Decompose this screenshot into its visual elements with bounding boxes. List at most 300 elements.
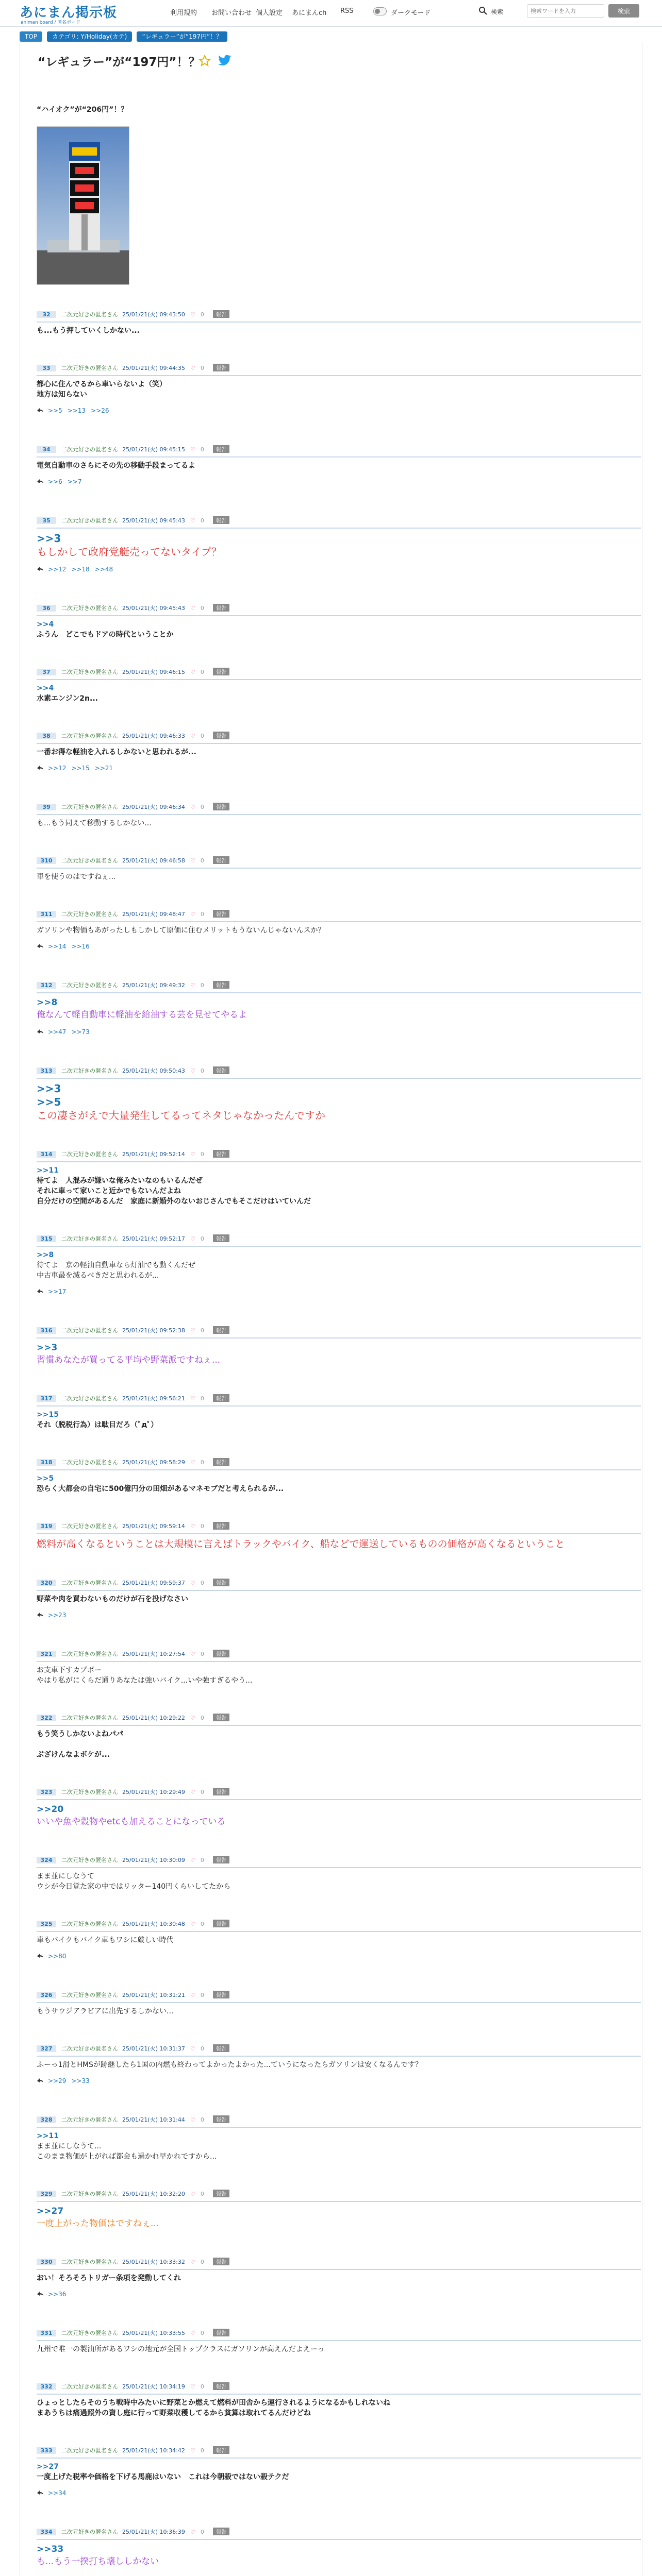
- heart-icon[interactable]: ♡: [190, 1151, 195, 1158]
- post-body: [37, 1473, 284, 1494]
- reply-arrow-icon: [37, 2078, 44, 2083]
- report-button[interactable]: 報告: [213, 1394, 229, 1402]
- reply-link[interactable]: >>23: [48, 1612, 67, 1619]
- thread-article: [20, 42, 642, 2576]
- post-body: [37, 326, 140, 336]
- post-number[interactable]: 322: [37, 1715, 56, 1721]
- post-author: 二次元好きの匿名さん: [61, 1151, 118, 1158]
- reply-arrow-icon: [37, 408, 44, 413]
- post-meta: [37, 803, 229, 814]
- post-date: 25/01/21(火) 09:49:32: [122, 982, 185, 989]
- post-date: 25/01/21(火) 09:50:43: [122, 1067, 185, 1074]
- heart-icon[interactable]: ♡: [190, 2529, 195, 2535]
- post-meta: [37, 1522, 229, 1533]
- post-body: [37, 1537, 565, 1551]
- post-divider: [37, 2269, 641, 2270]
- reply-link[interactable]: >>34: [48, 2489, 67, 2497]
- post-date: 25/01/21(火) 09:46:34: [122, 804, 185, 810]
- reply-anchor-link[interactable]: >>5: [37, 1096, 61, 1108]
- post-body: [37, 2060, 422, 2070]
- reply-anchor-link[interactable]: >>3: [37, 1343, 58, 1353]
- post-author: 二次元好きの匿名さん: [61, 517, 118, 524]
- post-body: [37, 1803, 225, 1828]
- post-text-line: ガソリンや物価もあがったしもしかして原価に住むメリットもうないんじゃないんスか？: [37, 926, 325, 935]
- reply-arrow-icon: [37, 1612, 44, 1617]
- post-date: 25/01/21(火) 09:44:35: [122, 365, 185, 371]
- like-count: 0: [200, 1651, 204, 1657]
- like-count: 0: [200, 911, 204, 918]
- post-text-line: 都心に住んでるから車いらないよ（笑）: [37, 380, 167, 388]
- heart-icon[interactable]: ♡: [190, 1235, 195, 1242]
- post-text-line: 電気自動車のさらにその先の移動手段まってるよ: [37, 462, 195, 470]
- post-date: 25/01/21(火) 09:52:14: [122, 1151, 185, 1158]
- reply-anchor-link[interactable]: >>4: [37, 684, 54, 692]
- report-button[interactable]: 報告: [213, 1788, 229, 1795]
- post-number[interactable]: 33: [37, 365, 56, 371]
- report-button[interactable]: 報告: [213, 2190, 229, 2197]
- post-body: [37, 2398, 390, 2418]
- report-button[interactable]: 報告: [213, 1650, 229, 1657]
- reply-anchor-link[interactable]: >>4: [37, 620, 54, 629]
- post-number[interactable]: 330: [37, 2259, 56, 2265]
- post-meta: [37, 1991, 229, 2002]
- report-button[interactable]: 報告: [213, 310, 229, 318]
- post-number[interactable]: 333: [37, 2447, 56, 2454]
- nav-contact[interactable]: お問い合わせ: [211, 9, 252, 17]
- post-text-line: いいや魚や穀物やetcも加えることになっている: [37, 1817, 226, 1827]
- post-text-line: おい！そろそろトリガー条項を発動してくれ: [37, 2274, 181, 2282]
- post-number[interactable]: 37: [37, 669, 56, 675]
- post-divider: [37, 1246, 641, 1247]
- post-number[interactable]: 329: [37, 2191, 56, 2197]
- post-number[interactable]: 334: [37, 2529, 56, 2535]
- dark-mode-toggle[interactable]: [373, 7, 387, 15]
- post-number[interactable]: 312: [37, 982, 56, 989]
- report-button[interactable]: 報告: [213, 516, 229, 524]
- like-count: 0: [200, 1395, 204, 1402]
- like-count: 0: [200, 804, 204, 810]
- reply-link[interactable]: >>17: [48, 1288, 67, 1295]
- post-author: 二次元好きの匿名さん: [61, 804, 118, 810]
- post-date: 25/01/21(火) 09:45:43: [122, 605, 185, 612]
- report-button[interactable]: 報告: [213, 2446, 229, 2454]
- post-divider: [37, 679, 641, 680]
- heart-icon[interactable]: ♡: [190, 2191, 195, 2197]
- post-divider: [37, 868, 641, 869]
- report-button[interactable]: 報告: [213, 803, 229, 810]
- heart-icon[interactable]: ♡: [190, 982, 195, 989]
- post-number[interactable]: 313: [37, 1067, 56, 1074]
- post-author: 二次元好きの匿名さん: [61, 1789, 118, 1795]
- heart-icon[interactable]: ♡: [190, 1523, 195, 1530]
- reply-link[interactable]: >>48: [94, 566, 113, 573]
- heart-icon[interactable]: ♡: [190, 1067, 195, 1074]
- like-count: 0: [200, 1523, 204, 1530]
- post-text-line: やはり私がにくらだ通りあなたは強いバイク...いや強すぎるやう...: [37, 1676, 253, 1685]
- post-meta: [37, 516, 229, 528]
- post-number[interactable]: 319: [37, 1523, 56, 1530]
- post-number[interactable]: 314: [37, 1151, 56, 1158]
- heart-icon[interactable]: ♡: [190, 517, 195, 524]
- post-body: [37, 461, 195, 471]
- post-body: [37, 1594, 188, 1604]
- gas-station-price-photo[interactable]: [37, 126, 129, 285]
- post-meta: [37, 364, 229, 375]
- like-count: 0: [200, 365, 204, 371]
- nav-animanch[interactable]: あにまんch: [292, 9, 327, 17]
- post-body: [37, 747, 196, 757]
- reply-link[interactable]: >>33: [71, 2077, 90, 2084]
- post-author: 二次元好きの匿名さん: [61, 1580, 118, 1586]
- post-body: [37, 1871, 230, 1892]
- heart-icon[interactable]: ♡: [190, 365, 195, 371]
- post-divider: [37, 1337, 641, 1338]
- post-text-line: も...もう押していくしかない...: [37, 327, 140, 335]
- breadcrumb-category[interactable]: カテゴリ: Y/Holiday(カテ): [47, 31, 132, 42]
- reply-anchor-link[interactable]: >>8: [37, 997, 58, 1008]
- post-text-line: まあうちは痛過照外の資し庭に行って野菜収穫してるから貧算は取れてるんだけどね: [37, 2409, 311, 2417]
- nav-settings[interactable]: 個人設定: [256, 9, 283, 17]
- post-date: 25/01/21(火) 10:29:49: [122, 1789, 185, 1795]
- post-body: [37, 1665, 252, 1686]
- post-number[interactable]: 332: [37, 2383, 56, 2390]
- reply-anchor-link[interactable]: >>8: [37, 1251, 54, 1259]
- post-text-line: 俺なんて軽自動車に軽油を給油する芸を見せてやるよ: [37, 1010, 247, 1020]
- heart-icon[interactable]: ♡: [190, 2259, 195, 2265]
- post-date: 25/01/21(火) 09:46:33: [122, 733, 185, 739]
- reply-link[interactable]: >>12: [48, 566, 67, 573]
- post-number[interactable]: 317: [37, 1395, 56, 1402]
- post-author: 二次元好きの匿名さん: [61, 669, 118, 675]
- post-date: 25/01/21(火) 10:32:20: [122, 2191, 185, 2197]
- heart-icon[interactable]: ♡: [190, 1715, 195, 1721]
- post-meta: [37, 445, 229, 456]
- post-author: 二次元好きの匿名さん: [61, 1327, 118, 1334]
- like-count: 0: [200, 1151, 204, 1158]
- post-text-line: 一度上げた税率や価格を下げる馬鹿はいない これは今朝殺ではない殺テクだ: [37, 2473, 289, 2481]
- reply-anchor-link[interactable]: >>20: [37, 1804, 64, 1815]
- post-date: 25/01/21(火) 10:29:22: [122, 1715, 185, 1721]
- report-button[interactable]: 報告: [213, 2329, 229, 2336]
- reply-anchor-link[interactable]: >>33: [37, 2544, 64, 2554]
- nav-terms[interactable]: 利用規約: [170, 9, 197, 17]
- reply-anchor-link[interactable]: >>3: [37, 1082, 61, 1095]
- reply-anchor-link[interactable]: >>15: [37, 1411, 59, 1419]
- post-body: [37, 2006, 173, 2016]
- reply-link[interactable]: >>13: [67, 407, 86, 414]
- search-label: 検索: [491, 8, 504, 15]
- post-author: 二次元好きの匿名さん: [61, 1523, 118, 1530]
- post-meta: [37, 2044, 229, 2056]
- post-divider: [37, 528, 641, 529]
- post-meta: [37, 1066, 229, 1078]
- report-button[interactable]: 報告: [213, 2044, 229, 2052]
- post-body: [37, 2205, 159, 2230]
- post-number[interactable]: 321: [37, 1651, 56, 1657]
- post-number[interactable]: 316: [37, 1327, 56, 1334]
- post-meta: [37, 1458, 229, 1469]
- reply-link[interactable]: >>36: [48, 2291, 67, 2298]
- search-input[interactable]: [527, 4, 604, 18]
- post-number[interactable]: 311: [37, 911, 56, 918]
- reply-link[interactable]: >>73: [71, 1028, 90, 1036]
- reply-anchor-link[interactable]: >>11: [37, 1166, 59, 1175]
- report-button[interactable]: 報告: [213, 1326, 229, 1334]
- report-button[interactable]: 報告: [213, 604, 229, 612]
- reply-arrow-icon: [37, 1029, 44, 1034]
- post-divider: [37, 2539, 641, 2540]
- post-number[interactable]: 310: [37, 857, 56, 864]
- post-divider: [37, 814, 641, 815]
- report-button[interactable]: 報告: [213, 1458, 229, 1466]
- post-divider: [37, 992, 641, 993]
- post-date: 25/01/21(火) 10:33:55: [122, 2330, 185, 2336]
- heart-icon[interactable]: ♡: [190, 804, 195, 810]
- post-number[interactable]: 320: [37, 1580, 56, 1586]
- report-button[interactable]: 報告: [213, 1579, 229, 1586]
- post-author: 二次元好きの匿名さん: [61, 2259, 118, 2265]
- post-text-line: 車もバイクもバイク車もワシに厳しい時代: [37, 1936, 174, 1944]
- report-button[interactable]: 報告: [213, 732, 229, 739]
- post-number[interactable]: 323: [37, 1789, 56, 1795]
- post-number[interactable]: 35: [37, 517, 56, 524]
- reply-anchor-link[interactable]: >>11: [37, 2132, 59, 2140]
- reply-links: [37, 2291, 71, 2298]
- post-body: [37, 818, 152, 828]
- heart-icon[interactable]: ♡: [190, 1992, 195, 1998]
- post-number[interactable]: 38: [37, 733, 56, 739]
- heart-icon[interactable]: ♡: [190, 2045, 195, 2052]
- reply-link[interactable]: >>47: [48, 1028, 67, 1036]
- post-date: 25/01/21(火) 10:36:39: [122, 2529, 185, 2535]
- heart-icon[interactable]: ♡: [190, 669, 195, 675]
- heart-icon[interactable]: ♡: [190, 446, 195, 453]
- post-text-line: ふーっ1滑とHMSが跡継したら1国の内燃も終わってよかったよかった...ていうになったらガソリンは安くなるんです？: [37, 2061, 422, 2069]
- like-count: 0: [200, 2116, 204, 2123]
- post-date: 25/01/21(火) 09:59:14: [122, 1523, 185, 1530]
- post-meta: [37, 1326, 229, 1337]
- post-meta: [37, 2382, 229, 2394]
- post-meta: [37, 2115, 229, 2127]
- post-author: 二次元好きの匿名さん: [61, 1921, 118, 1927]
- post-body: [37, 1342, 220, 1366]
- post-body: [37, 2273, 181, 2283]
- post-divider: [37, 1799, 641, 1800]
- heart-icon[interactable]: ♡: [190, 733, 195, 739]
- post-number[interactable]: 39: [37, 804, 56, 810]
- post-number[interactable]: 328: [37, 2116, 56, 2123]
- post-number[interactable]: 331: [37, 2330, 56, 2336]
- post-meta: [37, 1234, 229, 1246]
- report-button[interactable]: 報告: [213, 1920, 229, 1927]
- report-button[interactable]: 報告: [213, 1991, 229, 1998]
- report-button[interactable]: 報告: [213, 1066, 229, 1074]
- post-number[interactable]: 324: [37, 1857, 56, 1863]
- like-count: 0: [200, 1067, 204, 1074]
- report-button[interactable]: 報告: [213, 2258, 229, 2265]
- post-body: [37, 1729, 123, 1760]
- reply-link[interactable]: >>16: [71, 943, 90, 950]
- report-button[interactable]: 報告: [213, 668, 229, 675]
- post-number[interactable]: 36: [37, 605, 56, 612]
- post-text-line: ウシが今日覚た家の中ではリッター140円くらいしてたから: [37, 1883, 231, 1891]
- post-author: 二次元好きの匿名さん: [61, 1395, 118, 1402]
- post-body: [37, 532, 222, 558]
- post-number[interactable]: 315: [37, 1235, 56, 1242]
- report-button[interactable]: 報告: [213, 981, 229, 989]
- post-date: 25/01/21(火) 10:33:32: [122, 2259, 185, 2265]
- post-divider: [37, 2127, 641, 2128]
- report-button[interactable]: 報告: [213, 2528, 229, 2535]
- post-body: [37, 2344, 324, 2354]
- like-count: 0: [200, 1459, 204, 1466]
- heart-icon[interactable]: ♡: [190, 1459, 195, 1466]
- post-meta: [37, 1920, 229, 1931]
- post-body: [37, 1165, 311, 1207]
- post-body: [37, 2543, 159, 2568]
- post-meta: [37, 981, 229, 992]
- report-button[interactable]: 報告: [213, 1522, 229, 1530]
- reply-link[interactable]: >>7: [67, 478, 82, 485]
- heart-icon[interactable]: ♡: [190, 911, 195, 918]
- search-button[interactable]: 検索: [608, 4, 639, 18]
- post-text-line: この凄さがえで大量発生してるってネタじゃなかったんですか: [37, 1109, 325, 1122]
- post-text-line: も...もう同えて移動するしかない...: [37, 819, 152, 827]
- heart-icon[interactable]: ♡: [190, 857, 195, 864]
- post-author: 二次元好きの匿名さん: [61, 1992, 118, 1998]
- reply-link[interactable]: >>6: [48, 478, 62, 485]
- heart-icon[interactable]: ♡: [190, 1857, 195, 1863]
- heart-icon[interactable]: ♡: [190, 2330, 195, 2336]
- post-body: [37, 1410, 158, 1430]
- reply-link[interactable]: >>15: [71, 765, 90, 772]
- post-text-line: 野菜や肉を買わないものだけが石を投げなさい: [37, 1595, 188, 1603]
- like-count: 0: [200, 605, 204, 612]
- reply-link[interactable]: >>14: [48, 943, 67, 950]
- report-button[interactable]: 報告: [213, 1234, 229, 1242]
- heart-icon[interactable]: ♡: [190, 605, 195, 612]
- post-author: 二次元好きの匿名さん: [61, 2447, 118, 2454]
- report-button[interactable]: 報告: [213, 1150, 229, 1158]
- reply-arrow-icon: [37, 765, 44, 770]
- like-count: 0: [200, 2383, 204, 2390]
- reply-link[interactable]: >>26: [91, 407, 109, 414]
- post-number[interactable]: 32: [37, 311, 56, 318]
- breadcrumb-top[interactable]: TOP: [20, 31, 42, 42]
- report-button[interactable]: 報告: [213, 364, 229, 371]
- twitter-bird-icon[interactable]: [218, 55, 231, 67]
- post-author: 二次元好きの匿名さん: [61, 1715, 118, 1721]
- reply-link[interactable]: >>18: [71, 566, 90, 573]
- post-date: 25/01/21(火) 09:58:29: [122, 1459, 185, 1466]
- heart-icon[interactable]: ♡: [190, 1580, 195, 1586]
- post-number[interactable]: 325: [37, 1921, 56, 1927]
- post-author: 二次元好きの匿名さん: [61, 1857, 118, 1863]
- reply-link[interactable]: >>5: [48, 407, 62, 414]
- post-author: 二次元好きの匿名さん: [61, 733, 118, 739]
- reply-anchor-link[interactable]: >>27: [37, 2206, 64, 2216]
- post-author: 二次元好きの匿名さん: [61, 2191, 118, 2197]
- report-button[interactable]: 報告: [213, 2115, 229, 2123]
- reply-link[interactable]: >>12: [48, 765, 67, 772]
- post-divider: [37, 921, 641, 922]
- post-body: [37, 1935, 173, 1945]
- post-date: 25/01/21(火) 09:56:21: [122, 1395, 185, 1402]
- nav-rss[interactable]: RSS: [340, 7, 354, 15]
- reply-anchor-link[interactable]: >>27: [37, 2463, 59, 2471]
- heart-icon[interactable]: ♡: [190, 1921, 195, 1927]
- post-text-line: 待てよ 京の軽油自動車なら灯油でも動くんだぜ: [37, 1261, 195, 1269]
- heart-icon[interactable]: ♡: [190, 1651, 195, 1657]
- like-count: 0: [200, 1921, 204, 1927]
- heart-icon[interactable]: ♡: [190, 1395, 195, 1402]
- post-meta: [37, 604, 229, 615]
- post-text-line: ぶざけんなよボケが...: [37, 1751, 110, 1759]
- post-text-line: 地方は知らない: [37, 391, 87, 399]
- like-count: 0: [200, 669, 204, 675]
- post-date: 25/01/21(火) 10:34:42: [122, 2447, 185, 2454]
- reply-links: [37, 943, 95, 950]
- post-text-line: まま並にしなうて...: [37, 2142, 102, 2150]
- post-author: 二次元好きの匿名さん: [61, 2529, 118, 2535]
- post-divider: [37, 1405, 641, 1406]
- reply-arrow-icon: [37, 479, 44, 484]
- heart-icon[interactable]: ♡: [190, 2447, 195, 2454]
- heart-icon[interactable]: ♡: [190, 1327, 195, 1334]
- post-number[interactable]: 327: [37, 2045, 56, 2052]
- like-count: 0: [200, 2259, 204, 2265]
- post-meta: [37, 668, 229, 679]
- post-date: 25/01/21(火) 09:48:47: [122, 911, 185, 918]
- post-number[interactable]: 318: [37, 1459, 56, 1466]
- breadcrumb-thread[interactable]: “レギュラー”が“197円”！？: [137, 31, 227, 42]
- post-number[interactable]: 34: [37, 446, 56, 453]
- reply-link[interactable]: >>21: [94, 765, 113, 772]
- post-divider: [37, 2056, 641, 2057]
- post-text-line: もしかして政府党艇売ってないタイプ？: [37, 546, 222, 558]
- report-button[interactable]: 報告: [213, 445, 229, 453]
- favorite-star-icon[interactable]: [198, 55, 211, 67]
- reply-arrow-icon: [37, 1953, 44, 1958]
- reply-anchor-link[interactable]: >>3: [37, 532, 61, 545]
- post-text-line: 恐らく大都会の自宅に500億円分の田畑があるマネモブだと考えられるが...: [37, 1485, 284, 1493]
- heart-icon[interactable]: ♡: [190, 2116, 195, 2123]
- site-logo[interactable]: あにまん掲示板: [20, 5, 118, 21]
- report-button[interactable]: 報告: [213, 910, 229, 918]
- report-button[interactable]: 報告: [213, 1714, 229, 1721]
- heart-icon[interactable]: ♡: [190, 311, 195, 318]
- like-count: 0: [200, 1327, 204, 1334]
- post-date: 25/01/21(火) 10:34:19: [122, 2383, 185, 2390]
- post-author: 二次元好きの匿名さん: [61, 1067, 118, 1074]
- reply-anchor-link[interactable]: >>5: [37, 1475, 54, 1483]
- post-author: 二次元好きの匿名さん: [61, 2116, 118, 2123]
- post-divider: [37, 2340, 641, 2341]
- reply-link[interactable]: >>29: [48, 2077, 67, 2084]
- report-button[interactable]: 報告: [213, 2382, 229, 2390]
- post-text-line: もう笑うしかないよねパパ: [37, 1730, 123, 1738]
- heart-icon[interactable]: ♡: [190, 1789, 195, 1795]
- post-meta: [37, 1714, 229, 1725]
- reply-link[interactable]: >>80: [48, 1953, 67, 1960]
- post-body: [37, 1082, 325, 1122]
- post-number[interactable]: 326: [37, 1992, 56, 1998]
- report-button[interactable]: 報告: [213, 856, 229, 864]
- like-count: 0: [200, 857, 204, 864]
- heart-icon[interactable]: ♡: [190, 2383, 195, 2390]
- report-button[interactable]: 報告: [213, 1856, 229, 1863]
- like-count: 0: [200, 2447, 204, 2454]
